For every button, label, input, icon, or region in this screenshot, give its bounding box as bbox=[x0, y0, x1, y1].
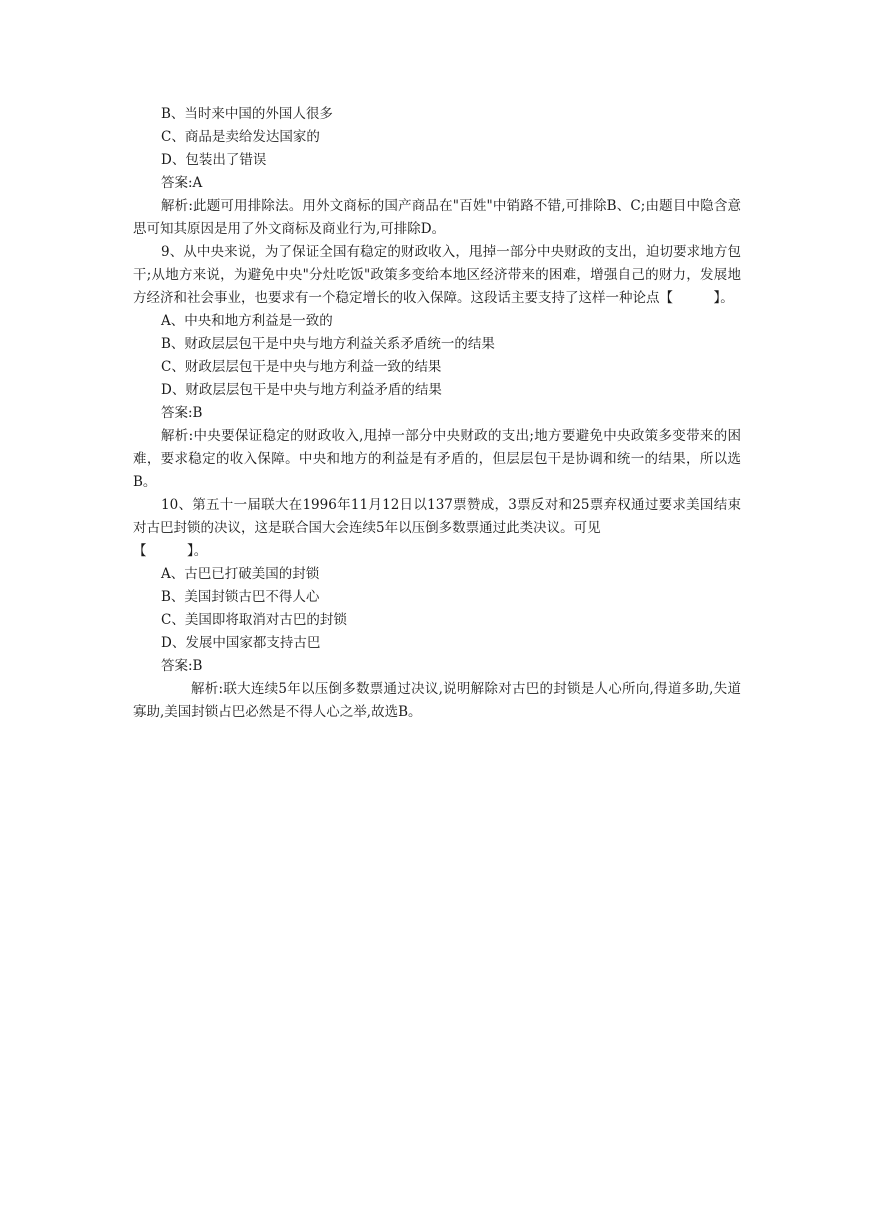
q8-option-d: D、包装出了错误 bbox=[161, 152, 267, 168]
q9-option-b: B、财政层层包干是中央与地方利益关系矛盾统一的结果 bbox=[161, 336, 495, 352]
q10-stem: 10、第五十一届联大在1996年11月12日以137票赞成，3票反对和25票弃权通过要求美国结束对古巴封锁的决议，这是联合国大会连续5年以压倒多数票通过此类决议。可见 bbox=[133, 497, 741, 536]
q10-option-a: A、古巴已打破美国的封锁 bbox=[161, 566, 320, 582]
q10-answer: 答案:B bbox=[161, 658, 203, 674]
q9-option-a: A、中央和地方利益是一致的 bbox=[161, 313, 333, 329]
q10-option-c: C、美国即将取消对古巴的封锁 bbox=[161, 612, 347, 628]
q10-stem-blank: 【 】。 bbox=[133, 543, 208, 559]
q9-option-c: C、财政层层包干是中央与地方利益一致的结果 bbox=[161, 359, 442, 375]
q8-answer: 答案:A bbox=[161, 175, 203, 191]
q9-option-d: D、财政层层包干是中央与地方利益矛盾的结果 bbox=[161, 382, 442, 398]
q8-analysis: 解析:此题可用排除法。用外文商标的国产商品在"百姓"中销路不错,可排除B、C;由题目中隐含意思可知其原因是用了外文商标及商业行为,可排除D。 bbox=[133, 198, 741, 237]
q10-option-b: B、美国封锁古巴不得人心 bbox=[161, 589, 320, 605]
q8-option-c: C、商品是卖给发达国家的 bbox=[161, 129, 320, 145]
q9-stem: 9、从中央来说，为了保证全国有稳定的财政收入，甩掉一部分中央财政的支出，迫切要求地方包干;从地方来说，为避免中央"分灶吃饭"政策多变给本地区经济带来的困难，增强自己的财力，发展地方经济和社会事业，也要求有一个稳定增长的收入保障。这段话主要支持了这样一种论点【 】。 bbox=[133, 244, 741, 306]
document-page bbox=[133, 103, 741, 724]
q8-option-b: B、当时来中国的外国人很多 bbox=[161, 106, 333, 122]
q10-option-d: D、发展中国家都支持古巴 bbox=[161, 635, 321, 651]
q9-analysis: 解析:中央要保证稳定的财政收入,甩掉一部分中央财政的支出;地方要避免中央政策多变带来的困难，要求稳定的收入保障。中央和地方的利益是有矛盾的，但层层包干是协调和统一的结果，所以选B。 bbox=[133, 428, 741, 490]
q9-answer: 答案:B bbox=[161, 405, 203, 421]
q10-analysis: 解析:联大连续5年以压倒多数票通过决议,说明解除对古巴的封锁是人心所向,得道多助,失道寡助,美国封锁占巴必然是不得人心之举,故选B。 bbox=[133, 681, 741, 720]
